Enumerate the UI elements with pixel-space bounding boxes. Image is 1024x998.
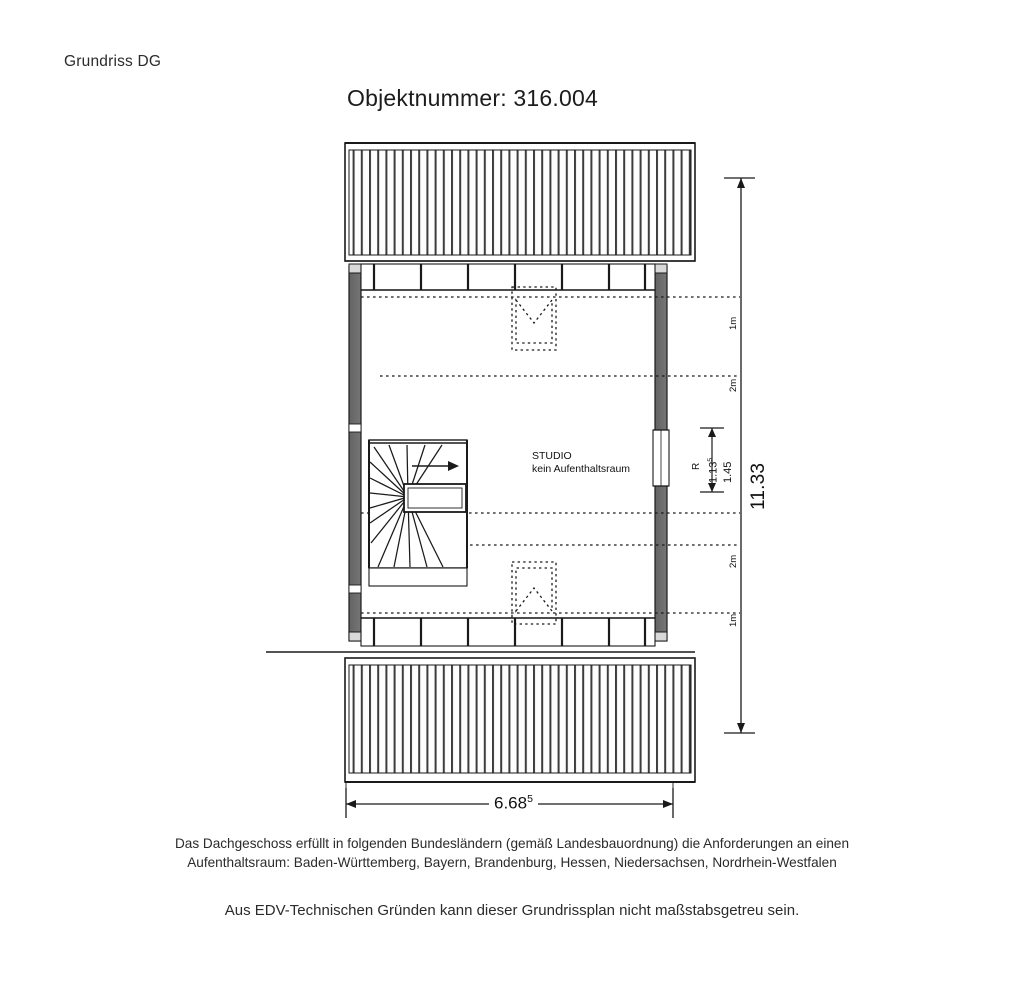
room-name: STUDIO	[532, 450, 572, 462]
knee-wall-bottom	[361, 618, 655, 646]
total-width-superscript: 5	[527, 793, 533, 805]
footnote-line-2: Aufenthaltsraum: Baden-Württemberg, Bayern, Brandenburg, Hessen, Niedersachsen, Nordrhein-Westfalen	[187, 855, 837, 870]
dimension-label-sill-height: 1.45	[722, 461, 734, 483]
room-note: kein Aufenthaltsraum	[532, 462, 631, 475]
dimension-label-1m-top: 1m	[728, 316, 739, 330]
dimension-label-2m-bottom: 2m	[728, 554, 739, 568]
roof-block-bottom	[345, 658, 695, 782]
total-width-value: 6.68	[494, 793, 528, 813]
staircase	[369, 440, 467, 586]
knee-wall-top	[361, 264, 655, 290]
window-height-value: 1.13	[707, 461, 720, 483]
roof-block-top	[345, 143, 695, 261]
window-right-wall	[653, 430, 669, 486]
dimension-label-2m-top: 2m	[728, 378, 739, 392]
disclaimer-text: Aus EDV-Technischen Gründen kann dieser Grundrissplan nicht maßstabsgetreu sein.	[224, 902, 800, 919]
sheet-label: Grundriss DG	[64, 53, 162, 70]
footnote-line-1: Das Dachgeschoss erfüllt in folgenden Bundesländern (gemäß Landesbauordnung) die Anforderungen an einen	[174, 836, 850, 851]
dimension-label-total-length: 11.33	[748, 462, 769, 510]
dimension-total-length	[724, 178, 755, 733]
wall-left	[349, 264, 361, 641]
dimension-label-1m-bottom: 1m	[728, 613, 739, 627]
window-height-superscript: 5	[707, 457, 714, 462]
room-label	[532, 450, 630, 475]
dimension-label-total-width	[489, 793, 538, 814]
page-title: Objektnummer: 316.004	[347, 85, 598, 111]
dimension-label-window-height	[707, 458, 720, 483]
dimension-label-window-marker: R	[691, 462, 702, 470]
